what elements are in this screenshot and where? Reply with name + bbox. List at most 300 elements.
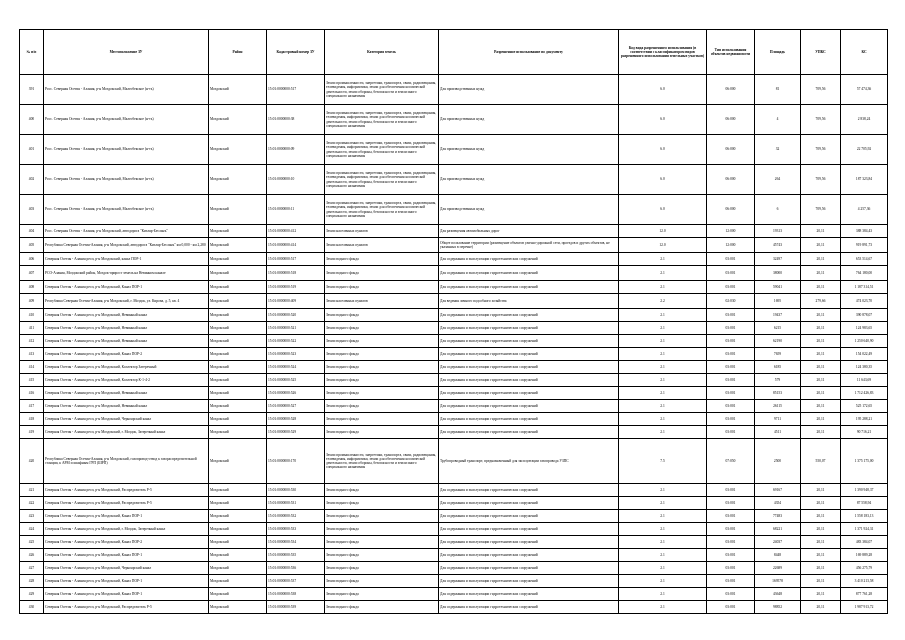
row-number: 404 [20,225,44,238]
row-cadastral-number: 15:01:0000000:536 [267,562,325,575]
row-permitted-use: Для содержания и эксплуатации гидротехнических сооружений [439,426,619,439]
table-row [20,549,888,562]
row-use-type: 03:001 [707,348,755,361]
row-number: 410 [20,309,44,322]
row-ks: 388 384,43 [841,225,888,238]
row-upks: 20,11 [801,588,841,601]
row-use-code: 2.1 [619,426,707,439]
row-land-category: Земли водного фонда [325,601,439,614]
row-area: 26115 [755,400,801,413]
row-area: 85153 [755,387,801,400]
row-land-category: Земли населенных пунктов [325,238,439,253]
row-permitted-use: Для содержания и эксплуатации гидротехнических сооружений [439,562,619,575]
row-use-type: 03:001 [707,601,755,614]
row-cadastral-number: 15:01:0000000:528 [267,413,325,426]
row-land-category: Земли водного фонда [325,536,439,549]
row-district: Моздокский [209,426,267,439]
row-location: Северная Осетия - Алания респ, р-н Моздокский, Канал ПОР-1 [44,575,209,588]
row-permitted-use: Для содержания и эксплуатации гидротехнических сооружений [439,348,619,361]
row-area: 24037 [755,536,801,549]
row-use-type: 03:001 [707,266,755,281]
row-location: Северная Осетия - Алания респ, р-н Моздокский, Распределитель Р-5 [44,497,209,510]
row-ks: 22 705,92 [841,135,888,165]
row-district: Моздокский [209,562,267,575]
row-upks: 20,11 [801,510,841,523]
row-area: 32497 [755,253,801,266]
row-area: 6 [755,195,801,225]
row-upks: 709,56 [801,75,841,105]
row-use-code: 2.1 [619,601,707,614]
row-number: 424 [20,523,44,536]
row-land-category: Земли водного фонда [325,413,439,426]
table-body [20,75,888,614]
row-upks: 20,11 [801,426,841,439]
row-district: Моздокский [209,253,267,266]
row-location: Северная Осетия - Алания респ, р-н Моздокский, Черноярский канал [44,413,209,426]
table-row [20,588,888,601]
land-register-table [19,29,888,614]
row-district: Моздокский [209,536,267,549]
row-cadastral-number: 15:01:0000000:533 [267,523,325,536]
row-permitted-use: Для содержания и эксплуатации гидротехнических сооружений [439,588,619,601]
table-row [20,253,888,266]
row-cadastral-number: 15:01:0000000:520 [267,309,325,322]
row-ks: 1 987 913,72 [841,601,888,614]
row-land-category: Земли водного фонда [325,387,439,400]
row-permitted-use: Для содержания и эксплуатации гидротехнических сооружений [439,575,619,588]
row-use-code: 6.0 [619,105,707,135]
row-number: 409 [20,294,44,309]
row-area: 77483 [755,510,801,523]
row-ks: 187 323,84 [841,165,888,195]
row-upks: 709,56 [801,165,841,195]
row-district: Моздокский [209,238,267,253]
row-use-type: 03:001 [707,281,755,294]
table-row [20,322,888,335]
row-location: Северная Осетия - Алания респ, р-н Моздокский, Невинный канал [44,309,209,322]
row-number: 416 [20,387,44,400]
row-use-code: 2.1 [619,387,707,400]
col-header-use-code: Код вида разрешенного использования (в соответствии с классификатором видов разрешенного использования земельных участков) [619,30,707,75]
row-use-type: 03:001 [707,497,755,510]
col-header-upks: УПКС [801,30,841,75]
row-location: Республика Северная Осетия-Алания, р-н Моздокский, г. Моздок, ул. Кирова, д. 5, кв. 4 [44,294,209,309]
row-number: 401 [20,135,44,165]
row-ks: 90 716,21 [841,426,888,439]
table-row [20,426,888,439]
table-row [20,335,888,348]
row-district: Моздокский [209,439,267,484]
col-header-area: Площадь [755,30,801,75]
row-land-category: Земли промышленности, энергетики, транспорта, связи, радиовещания, телевидения, информатики, земли для обеспечения космической деятельности, земли обороны, безопасности и земли иного специального назначения [325,75,439,105]
row-ks: 57 474,36 [841,75,888,105]
row-use-code: 2.1 [619,335,707,348]
row-ks: 1 187 314,51 [841,281,888,294]
row-use-type: 06:000 [707,195,755,225]
table-row [20,105,888,135]
row-cadastral-number: 15:01:0000000:525 [267,374,325,387]
table-row [20,281,888,294]
row-location: Северная Осетия - Алания респ, р-н Моздокский, Канал ПОР-1 [44,281,209,294]
row-land-category: Земли водного фонда [325,588,439,601]
row-use-type: 03:001 [707,588,755,601]
row-upks: 20,11 [801,413,841,426]
row-use-code: 7.5 [619,439,707,484]
row-use-code: 2.1 [619,497,707,510]
row-district: Моздокский [209,165,267,195]
row-permitted-use: Для размещения автомобильных дорог [439,225,619,238]
row-upks: 20,11 [801,601,841,614]
row-location: Росс. Северная Осетия - Алания, р-н Моздокский, автодорога "Кизляр-Бесланъ" [44,225,209,238]
row-location: Северная Осетия - Алания респ, р-н Моздокский, Черноярский канал [44,562,209,575]
row-number: 419 [20,426,44,439]
row-land-category: Земли населенных пунктов [325,225,439,238]
row-number: 426 [20,549,44,562]
row-area: 32 [755,135,801,165]
row-land-category: Земли водного фонда [325,335,439,348]
row-district: Моздокский [209,135,267,165]
row-permitted-use: Для содержания и эксплуатации гидротехнических сооружений [439,281,619,294]
row-permitted-use: Для содержания и эксплуатации гидротехнических сооружений [439,309,619,322]
row-area: 69167 [755,484,801,497]
row-use-type: 03:001 [707,510,755,523]
table-row [20,562,888,575]
row-cadastral-number: 15:01:0000000:11 [267,195,325,225]
table-row [20,165,888,195]
row-district: Моздокский [209,322,267,335]
row-cadastral-number: 15:01:0000000:523 [267,348,325,361]
table-row [20,601,888,614]
row-land-category: Земли промышленности, энергетики, транспорта, связи, радиовещания, телевидения, информатики, земли для обеспечения космической деятельности, земли обороны, безопасности и земли иного специального назначения [325,105,439,135]
row-ks: 169 889,28 [841,549,888,562]
row-use-type: 06:000 [707,105,755,135]
row-district: Моздокский [209,75,267,105]
row-upks: 20,11 [801,400,841,413]
table-row [20,135,888,165]
row-use-code: 2.1 [619,484,707,497]
row-location: Северная Осетия - Алания респ, р-н Моздокский, Канал ПОР-2 [44,348,209,361]
row-use-type: 03:001 [707,523,755,536]
row-land-category: Земли водного фонда [325,510,439,523]
row-permitted-use: Для содержания и эксплуатации гидротехнических сооружений [439,601,619,614]
row-use-type: 07:050 [707,439,755,484]
row-upks: 20,11 [801,575,841,588]
row-ks: 1 250 640,90 [841,335,888,348]
row-location: Росс. Северная Осетия - Алания, р-н Моздокский, Малгобекское (н-ть) [44,105,209,135]
row-area: 4354 [755,497,801,510]
row-area: 59041 [755,281,801,294]
row-number: 427 [20,562,44,575]
table-header-row [20,30,888,75]
row-use-code: 2.1 [619,374,707,387]
row-cadastral-number: 15:01:0000000:38 [267,105,325,135]
row-location: Северная Осетия - Алания респ, р-н Моздокский, Канал ПОР-1 [44,549,209,562]
row-land-category: Земли водного фонда [325,400,439,413]
row-use-type: 03:001 [707,575,755,588]
row-number: 421 [20,484,44,497]
row-ks: 390 878,07 [841,309,888,322]
row-location: Северная Осетия - Алания респ, р-н Моздокский, Невинный канал [44,335,209,348]
row-location: Северная Осетия - Алания респ, р-н Моздокский, Канал ПОР-1 [44,510,209,523]
row-area: 81 [755,75,801,105]
row-upks: 20,11 [801,562,841,575]
row-area: 4 [755,105,801,135]
col-header-land-category: Категория земель [325,30,439,75]
row-use-code: 2.1 [619,549,707,562]
row-use-type: 06:000 [707,135,755,165]
row-use-code: 2.2 [619,294,707,309]
row-upks: 20,11 [801,253,841,266]
table-row [20,439,888,484]
table-row [20,497,888,510]
row-area: 7659 [755,348,801,361]
row-number: 422 [20,497,44,510]
row-use-type: 12:000 [707,238,755,253]
table-row [20,575,888,588]
table-row [20,348,888,361]
row-upks: 20,11 [801,348,841,361]
row-district: Моздокский [209,294,267,309]
row-district: Моздокский [209,523,267,536]
row-area: 1695 [755,294,801,309]
table-row [20,536,888,549]
table-row [20,374,888,387]
table-row [20,361,888,374]
row-district: Моздокский [209,348,267,361]
row-upks: 20,11 [801,225,841,238]
row-location: Северная Осетия - Алания респ, р-н Моздокский, Канал ПОР-1 [44,588,209,601]
row-cadastral-number: 15:01:0000000:517 [267,253,325,266]
row-ks: 1 558 183,13 [841,510,888,523]
row-ks: 124 983,65 [841,322,888,335]
row-cadastral-number: 15:01:0000000:517 [267,75,325,105]
row-number: 414 [20,361,44,374]
row-area: 38000 [755,266,801,281]
row-location: Росс. Северная Осетия - Алания, р-н Моздокский, Малгобекское (н-ть) [44,165,209,195]
row-land-category: Земли промышленности, энергетики, транспорта, связи, радиовещания, телевидения, информатики, земли для обеспечения космической деятельности, земли обороны, безопасности и земли иного специального назначения [325,195,439,225]
row-ks: 11 643,69 [841,374,888,387]
row-ks: 154 022,49 [841,348,888,361]
row-land-category: Земли водного фонда [325,266,439,281]
row-permitted-use: Для содержания и эксплуатации гидротехнических сооружений [439,361,619,374]
row-use-code: 2.1 [619,575,707,588]
row-permitted-use: Для производственных нужд [439,165,619,195]
row-use-code: 2.1 [619,523,707,536]
table-row [20,387,888,400]
row-upks: 20,11 [801,309,841,322]
row-use-type: 02:030 [707,294,755,309]
row-area: 579 [755,374,801,387]
row-location: Росс. Северная Осетия - Алания, р-н Моздокский, Малгобекское (н-ть) [44,135,209,165]
row-cadastral-number: 15:01:0000000:518 [267,266,325,281]
row-upks: 20,11 [801,374,841,387]
row-district: Моздокский [209,281,267,294]
row-upks: 20,11 [801,549,841,562]
row-district: Моздокский [209,105,267,135]
row-district: Моздокский [209,195,267,225]
row-cadastral-number: 15:01:0000000:526 [267,387,325,400]
row-number: 428 [20,575,44,588]
row-district: Моздокский [209,374,267,387]
row-cadastral-number: 15:01:0000000:539 [267,601,325,614]
row-number: 411 [20,322,44,335]
row-upks: 20,11 [801,484,841,497]
row-land-category: Земли водного фонда [325,523,439,536]
row-ks: 653 514,67 [841,253,888,266]
row-land-category: Земли населенных пунктов [325,294,439,309]
row-ks: 764 180,00 [841,266,888,281]
row-upks: 20,11 [801,266,841,281]
row-location: Северная Осетия - Алания респ, р-н Моздокский, Невинный канал [44,322,209,335]
row-use-type: 03:001 [707,484,755,497]
row-cadastral-number: 15:01:0000000:519 [267,281,325,294]
row-area: 22689 [755,562,801,575]
row-use-type: 03:001 [707,413,755,426]
row-use-code: 2.1 [619,562,707,575]
row-cadastral-number: 15:01:0000000:09 [267,135,325,165]
col-header-use-type: Тип использования объектов недвижимости [707,30,755,75]
row-district: Моздокский [209,588,267,601]
row-cadastral-number: 15:01:0000000:414 [267,238,325,253]
row-area: 8448 [755,549,801,562]
row-number: 407 [20,266,44,281]
row-location: Северная Осетия - Алания респ, р-н Моздокский, Распределитель Р-5 [44,484,209,497]
table-row [20,225,888,238]
row-district: Моздокский [209,549,267,562]
row-land-category: Земли водного фонда [325,549,439,562]
row-ks: 1 390 948,37 [841,484,888,497]
row-permitted-use: Для содержания и эксплуатации гидротехнических сооружений [439,484,619,497]
row-location: Северная Осетия - Алания респ, р-н Моздокский, г. Моздок, Затеречный канал [44,523,209,536]
row-location: Северная Осетия - Алания респ, р-н Моздокский, Распределитель Р-5 [44,601,209,614]
row-land-category: Земли водного фонда [325,253,439,266]
row-use-code: 2.1 [619,400,707,413]
row-use-type: 03:001 [707,253,755,266]
row-number: 400 [20,105,44,135]
row-area: 45743 [755,238,801,253]
row-use-code: 6.0 [619,75,707,105]
row-area: 68221 [755,523,801,536]
row-ks: 87 558,94 [841,497,888,510]
row-land-category: Земли водного фонда [325,322,439,335]
row-number: 403 [20,195,44,225]
row-district: Моздокский [209,484,267,497]
row-upks: 20,11 [801,387,841,400]
row-district: Моздокский [209,413,267,426]
row-location: Росс. Северная Осетия - Алания, р-н Моздокский, Малгобекское (н-ть) [44,195,209,225]
row-district: Моздокский [209,387,267,400]
row-permitted-use: Для содержания и эксплуатации гидротехнических сооружений [439,266,619,281]
row-number: 425 [20,536,44,549]
table-row [20,413,888,426]
row-district: Моздокский [209,309,267,322]
row-permitted-use: Для содержания и эксплуатации гидротехнических сооружений [439,253,619,266]
row-upks: 279,66 [801,294,841,309]
row-permitted-use: Для содержания и эксплуатации гидротехнических сооружений [439,322,619,335]
row-area: 9711 [755,413,801,426]
row-permitted-use: Для производственных нужд [439,105,619,135]
row-use-code: 2.1 [619,413,707,426]
row-use-code: 12.0 [619,238,707,253]
row-use-code: 12.0 [619,225,707,238]
row-cadastral-number: 15:01:0000000:531 [267,497,325,510]
row-ks: 1 375 175,00 [841,439,888,484]
row-ks: 4 257,36 [841,195,888,225]
row-land-category: Земли водного фонда [325,361,439,374]
row-cadastral-number: 15:01:0000000:409 [267,294,325,309]
table-row [20,294,888,309]
row-upks: 20,11 [801,238,841,253]
row-upks: 20,11 [801,361,841,374]
row-use-type: 03:001 [707,426,755,439]
row-upks: 20,11 [801,497,841,510]
row-land-category: Земли водного фонда [325,309,439,322]
row-cadastral-number: 15:01:0000000:412 [267,225,325,238]
row-use-code: 2.1 [619,253,707,266]
row-use-code: 6.0 [619,195,707,225]
row-use-code: 2.1 [619,348,707,361]
row-use-type: 12:000 [707,225,755,238]
row-location: Северная Осетия - Алания респ, р-н Моздокский, Невинный канал [44,387,209,400]
row-use-code: 2.1 [619,361,707,374]
col-header-location: Местоположение ЗУ [44,30,209,75]
row-upks: 709,56 [801,105,841,135]
row-ks: 525 172,65 [841,400,888,413]
row-land-category: Земли промышленности, энергетики, транспорта, связи, радиовещания, телевидения, информатики, земли для обеспечения космической деятельности, земли обороны, безопасности и земли иного специального назначения [325,165,439,195]
row-permitted-use: Для содержания и эксплуатации гидротехнических сооружений [439,413,619,426]
row-cadastral-number: 15:01:0000000:527 [267,400,325,413]
row-cadastral-number: 15:01:0000000:538 [267,588,325,601]
row-upks: 709,56 [801,135,841,165]
row-use-code: 2.1 [619,309,707,322]
row-cadastral-number: 15:01:0000000:10 [267,165,325,195]
row-number: 406 [20,253,44,266]
row-district: Моздокский [209,575,267,588]
row-use-type: 06:000 [707,165,755,195]
row-permitted-use: Для содержания и эксплуатации гидротехнических сооружений [439,549,619,562]
row-location: Северная Осетия - Алания респ, р-н Моздокский, Невинный канал [44,400,209,413]
row-land-category: Земли водного фонда [325,484,439,497]
row-permitted-use: Для содержания и эксплуатации гидротехнических сооружений [439,497,619,510]
row-cadastral-number: 15:01:0000000:534 [267,536,325,549]
row-location: Северная Осетия - Алания респ, р-н Моздокский, канал ПОР-1 [44,253,209,266]
row-ks: 1 712 426,83 [841,387,888,400]
row-permitted-use: Для содержания и эксплуатации гидротехнических сооружений [439,510,619,523]
table-row [20,309,888,322]
row-permitted-use: Для содержания и эксплуатации гидротехнических сооружений [439,335,619,348]
row-cadastral-number: 15:01:0000000:530 [267,484,325,497]
row-area: 6185 [755,361,801,374]
row-ks: 3 410 213,58 [841,575,888,588]
row-land-category: Земли водного фонда [325,497,439,510]
row-upks: 20,11 [801,335,841,348]
row-land-category: Земли водного фонда [325,562,439,575]
row-ks: 483 384,07 [841,536,888,549]
col-header-number: № п/п [20,30,44,75]
row-upks: 20,11 [801,281,841,294]
row-use-code: 2.1 [619,322,707,335]
row-area: 43648 [755,588,801,601]
row-location: Северная Осетия - Алания респ, р-н Моздокский, Коллектор К-1-4-2 [44,374,209,387]
row-use-type: 03:001 [707,562,755,575]
row-number: 413 [20,348,44,361]
row-upks: 709,56 [801,195,841,225]
row-use-type: 03:001 [707,400,755,413]
row-permitted-use: Для производственных нужд [439,195,619,225]
row-district: Моздокский [209,510,267,523]
row-district: Моздокский [209,400,267,413]
row-location: Республика Северная Осетия-Алания, р-н Моздокский, газопровод-отвод к газораспределительной станции, к АРМ и шкафным ГРП (ШРП) [44,439,209,484]
